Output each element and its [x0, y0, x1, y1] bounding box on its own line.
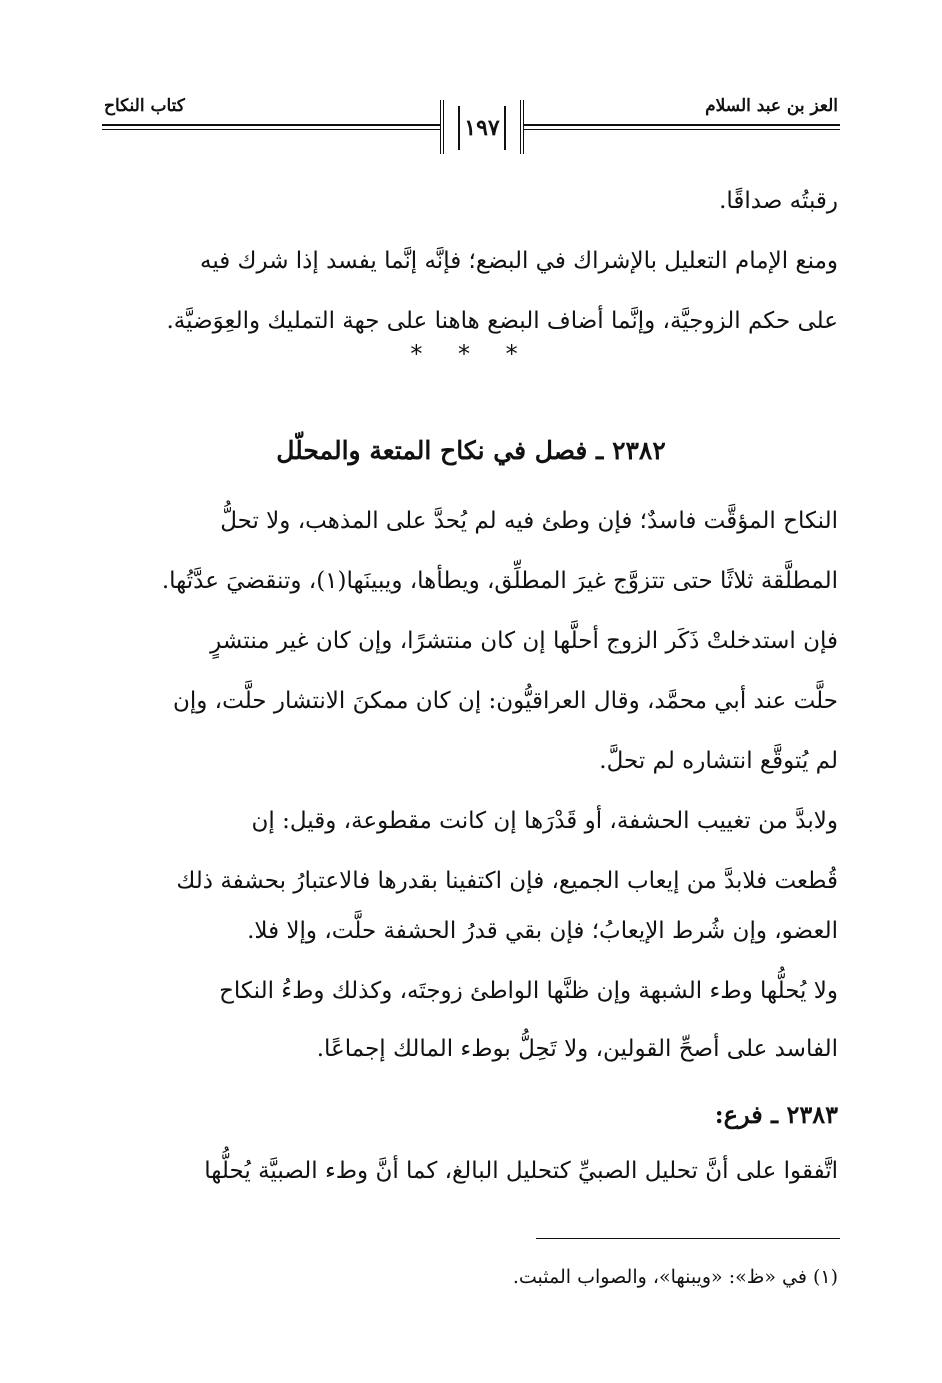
text-line-11: العضو، وإن شُرط الإيعابُ؛ فإن بقي قدرُ الحشفة حلَّت، وإلا فلا. [247, 918, 838, 944]
text-line-12: ولا يُحلُّها وطء الشبهة وإن ظنَّها الواطئ زوجتَه، وكذلك وطءُ النكاح [219, 978, 838, 1004]
running-header-book-title: كتاب النكاح [104, 96, 185, 116]
header-rule-left-thin [102, 129, 440, 130]
page-number-frame [440, 100, 524, 154]
footnote-rule [536, 1238, 840, 1239]
subsection-heading: ٢٣٨٣ ـ فرع: [714, 1100, 838, 1129]
text-line-13: الفاسد على أصحِّ القولين، ولا تَحِلُّ بوطء المالك إجماعًا. [316, 1036, 838, 1062]
page-number: ١٩٧ [458, 106, 506, 150]
text-line-4: النكاح المؤقَّت فاسدٌ؛ فإن وطئ فيه لم يُحدَّ على المذهب، ولا تحلُّ [220, 508, 838, 534]
text-line-6: فإن استدخلتْ ذَكَر الزوج أحلَّها إن كان منتشرًا، وإن كان غير منتشرٍ [210, 628, 838, 654]
text-line-9: ولابدَّ من تغييب الحشفة، أو قَدْرَها إن كانت مقطوعة، وقيل: إن [251, 808, 838, 834]
text-line-7: حلَّت عند أبي محمَّد، وقال العراقيُّون: إن كان ممكنَ الانتشار حلَّت، وإن [172, 688, 838, 714]
section-heading: ٢٣٨٢ ـ فصل في نكاح المتعة والمحلّل [276, 436, 666, 465]
header-rule-left [102, 124, 440, 126]
text-line-14: اتَّفقوا على أنَّ تحليل الصبيِّ كتحليل البالغ، كما أنَّ وطء الصبيَّة يُحلُّها [204, 1158, 838, 1184]
text-line-3: على حكم الزوجيَّة، وإنَّما أضاف البضع هاهنا على جهة التمليك والعِوَضيَّة. [166, 308, 838, 334]
text-line-5: المطلَّقة ثلاثًا حتى تتزوَّج غيرَ المطلِّق، ويطأها، ويبينَها(١)، وتنقضيَ عدَّتُها. [161, 568, 838, 594]
text-line-1: رقبتُه صداقًا. [719, 188, 838, 214]
header-rule-right-thin [524, 129, 840, 130]
header-rule-right [524, 124, 840, 126]
section-separator-stars: * * * [410, 340, 532, 368]
text-line-2: ومنع الإمام التعليل بالإشراك في البضع؛ فإنَّه إنَّما يفسد إذا شرك فيه [199, 248, 838, 274]
text-line-8: لم يُتوقَّع انتشاره لم تحلَّ. [599, 748, 838, 774]
running-header-author: العز بن عبد السلام [705, 96, 838, 116]
footnote: (١) في «ظ»: «ويبنها»، والصواب المثبت. [512, 1266, 838, 1288]
text-line-10: قُطعت فلابدَّ من إيعاب الجميع، فإن اكتفينا بقدرها فالاعتبارُ بحشفة ذلك [176, 868, 838, 894]
